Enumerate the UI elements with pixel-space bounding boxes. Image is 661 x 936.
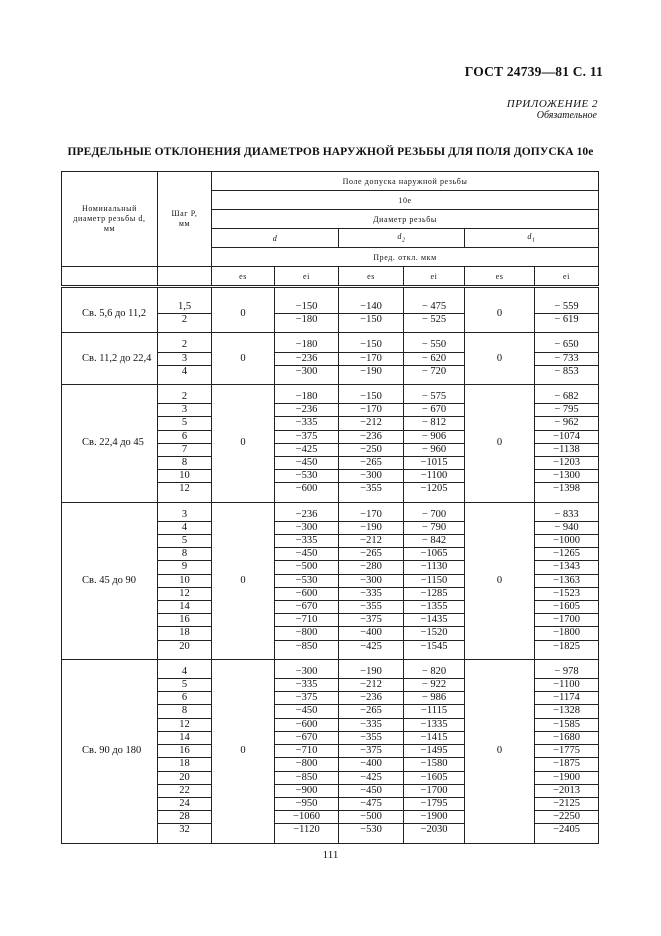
es-d2-cell: −475 [339, 797, 404, 810]
ei-d1-cell: − 650 [535, 339, 599, 352]
ei-d2-cell: −1520 [404, 627, 465, 640]
pitch-cell: 4 [158, 666, 212, 679]
spacer-cell [158, 837, 212, 844]
ei-d2-cell: −1435 [404, 614, 465, 627]
ei-d1-cell: −2250 [535, 811, 599, 824]
header-deviation-units: Пред. откл. мкм [212, 248, 599, 267]
es-d-cell: 0 [212, 339, 275, 378]
ei-d-cell: −236 [275, 509, 339, 522]
ei-d-cell: −450 [275, 457, 339, 470]
ei-d1-cell: − 733 [535, 352, 599, 365]
ei-d2-cell: −1115 [404, 705, 465, 718]
ei-d2-cell: − 960 [404, 443, 465, 456]
pitch-cell: 9 [158, 561, 212, 574]
ei-d1-cell: − 795 [535, 404, 599, 417]
pitch-cell: 10 [158, 470, 212, 483]
ei-d1-cell: −2125 [535, 797, 599, 810]
es-d2-cell: −190 [339, 365, 404, 378]
pitch-cell: 32 [158, 824, 212, 837]
ei-d-cell: −950 [275, 797, 339, 810]
ei-d-cell: −530 [275, 574, 339, 587]
table-body [62, 287, 599, 844]
spacer-cell [339, 287, 404, 302]
ei-d-cell: −180 [275, 339, 339, 352]
pitch-cell: 3 [158, 509, 212, 522]
ei-d-cell: −450 [275, 705, 339, 718]
ei-d2-cell: −1355 [404, 601, 465, 614]
ei-d-cell: −530 [275, 470, 339, 483]
ei-d2-cell: −1335 [404, 718, 465, 731]
es-d-cell: 0 [212, 301, 275, 326]
es-d-cell: 0 [212, 391, 275, 496]
ei-d1-cell: −1700 [535, 614, 599, 627]
pitch-cell: 3 [158, 352, 212, 365]
ei-d1-cell: −1363 [535, 574, 599, 587]
ei-d1-cell: −1265 [535, 548, 599, 561]
es-d2-cell: −190 [339, 521, 404, 534]
pitch-cell: 2 [158, 339, 212, 352]
es-d2-cell: −265 [339, 548, 404, 561]
header-thread-diameter: Диаметр резьбы [212, 210, 599, 229]
es-d2-cell: −170 [339, 404, 404, 417]
spacer-cell [62, 837, 158, 844]
ei-d1-cell: −2013 [535, 784, 599, 797]
ei-d2-cell: −2030 [404, 824, 465, 837]
pitch-cell: 4 [158, 365, 212, 378]
ei-d-cell: −800 [275, 627, 339, 640]
es-d1-cell: 0 [465, 666, 535, 837]
ei-d1-cell: − 978 [535, 666, 599, 679]
es-d2-cell: −170 [339, 509, 404, 522]
es-d2-cell: −355 [339, 731, 404, 744]
ei-d2-cell: − 906 [404, 430, 465, 443]
es-d2-cell: −425 [339, 771, 404, 784]
spacer-cell [535, 287, 599, 302]
header-col-es-d2: es [339, 267, 404, 287]
ei-d2-cell: −1150 [404, 574, 465, 587]
pitch-cell: 28 [158, 811, 212, 824]
ei-d2-cell: − 670 [404, 404, 465, 417]
nominal-range-cell: Св. 11,2 до 22,4 [62, 339, 158, 378]
header-col-ei-d1: ei [535, 267, 599, 287]
ei-d2-cell: − 475 [404, 301, 465, 314]
pitch-cell: 5 [158, 679, 212, 692]
ei-d-cell: −600 [275, 483, 339, 496]
ei-d2-cell: − 700 [404, 509, 465, 522]
ei-d1-cell: −1343 [535, 561, 599, 574]
es-d2-cell: −300 [339, 470, 404, 483]
ei-d2-cell: − 842 [404, 535, 465, 548]
spacer-cell [404, 837, 465, 844]
pitch-cell: 8 [158, 705, 212, 718]
ei-d-cell: −670 [275, 601, 339, 614]
pitch-cell: 2 [158, 314, 212, 327]
ei-d1-cell: − 559 [535, 301, 599, 314]
ei-d2-cell: −1100 [404, 470, 465, 483]
es-d2-cell: −400 [339, 627, 404, 640]
mandatory-label: Обязательное [536, 110, 597, 121]
table-row [62, 666, 599, 679]
es-d2-cell: −530 [339, 824, 404, 837]
es-d1-cell: 0 [465, 509, 535, 653]
ei-d-cell: −500 [275, 561, 339, 574]
pitch-cell: 12 [158, 483, 212, 496]
ei-d1-cell: −1300 [535, 470, 599, 483]
ei-d-cell: −300 [275, 365, 339, 378]
table-title: ПРЕДЕЛЬНЫЕ ОТКЛОНЕНИЯ ДИАМЕТРОВ НАРУЖНОЙ РЕЗЬБЫ ДЛЯ ПОЛЯ ДОПУСКА 10е [67, 146, 594, 158]
page-number: 111 [322, 849, 339, 861]
ei-d2-cell: − 820 [404, 666, 465, 679]
nominal-range-cell: Св. 5,6 до 11,2 [62, 301, 158, 326]
ei-d2-cell: −1205 [404, 483, 465, 496]
es-d2-cell: −335 [339, 718, 404, 731]
ei-d1-cell: −1875 [535, 758, 599, 771]
es-d2-cell: −190 [339, 666, 404, 679]
ei-d2-cell: −1015 [404, 457, 465, 470]
ei-d1-cell: −1398 [535, 483, 599, 496]
es-d-cell: 0 [212, 509, 275, 653]
pitch-cell: 8 [158, 548, 212, 561]
header-col-ei-d2: ei [404, 267, 465, 287]
pitch-cell: 4 [158, 521, 212, 534]
ei-d-cell: −375 [275, 430, 339, 443]
ei-d1-cell: −1585 [535, 718, 599, 731]
es-d2-cell: −355 [339, 601, 404, 614]
ei-d-cell: −180 [275, 391, 339, 404]
ei-d1-cell: −1523 [535, 587, 599, 600]
pitch-cell: 12 [158, 718, 212, 731]
table-row [62, 301, 599, 314]
es-d2-cell: −140 [339, 301, 404, 314]
pitch-cell: 10 [158, 574, 212, 587]
ei-d2-cell: − 986 [404, 692, 465, 705]
ei-d1-cell: −1174 [535, 692, 599, 705]
ei-d-cell: −450 [275, 548, 339, 561]
es-d2-cell: −212 [339, 535, 404, 548]
es-d1-cell: 0 [465, 301, 535, 326]
ei-d-cell: −710 [275, 614, 339, 627]
header-d1: $d_1$ [465, 229, 599, 248]
ei-d1-cell: −1825 [535, 640, 599, 653]
ei-d1-cell: − 940 [535, 521, 599, 534]
ei-d-cell: −300 [275, 666, 339, 679]
ei-d-cell: −150 [275, 301, 339, 314]
es-d2-cell: −375 [339, 745, 404, 758]
header-d: d [212, 229, 339, 248]
table-row [62, 509, 599, 522]
ei-d1-cell: −1328 [535, 705, 599, 718]
pitch-cell: 5 [158, 535, 212, 548]
es-d2-cell: −212 [339, 679, 404, 692]
es-d1-cell: 0 [465, 339, 535, 378]
ei-d1-cell: −1775 [535, 745, 599, 758]
pitch-cell: 2 [158, 391, 212, 404]
ei-d1-cell: −1100 [535, 679, 599, 692]
group-spacer-row [62, 287, 599, 302]
spacer-cell [465, 837, 535, 844]
ei-d-cell: −425 [275, 443, 339, 456]
es-d2-cell: −236 [339, 692, 404, 705]
pitch-cell: 18 [158, 758, 212, 771]
ei-d2-cell: −1605 [404, 771, 465, 784]
pitch-cell: 1,5 [158, 301, 212, 314]
ei-d2-cell: − 525 [404, 314, 465, 327]
header-col-blank-2 [158, 267, 212, 287]
pitch-cell: 5 [158, 417, 212, 430]
es-d2-cell: −375 [339, 614, 404, 627]
ei-d2-cell: −1795 [404, 797, 465, 810]
ei-d1-cell: − 619 [535, 314, 599, 327]
pitch-cell: 22 [158, 784, 212, 797]
table-row [62, 339, 599, 352]
deviation-table [61, 171, 599, 844]
ei-d2-cell: − 720 [404, 365, 465, 378]
header-col-es-d: es [212, 267, 275, 287]
ei-d-cell: −300 [275, 521, 339, 534]
ei-d1-cell: −1203 [535, 457, 599, 470]
ei-d1-cell: −1605 [535, 601, 599, 614]
spacer-cell [404, 287, 465, 302]
ei-d1-cell: −2405 [535, 824, 599, 837]
ei-d2-cell: − 812 [404, 417, 465, 430]
es-d2-cell: −500 [339, 811, 404, 824]
header-d2: $d_2$ [339, 229, 465, 248]
pitch-cell: 8 [158, 457, 212, 470]
ei-d2-cell: − 922 [404, 679, 465, 692]
ei-d-cell: −710 [275, 745, 339, 758]
pitch-cell: 14 [158, 731, 212, 744]
spacer-cell [212, 287, 275, 302]
pitch-cell: 7 [158, 443, 212, 456]
ei-d-cell: −850 [275, 640, 339, 653]
ei-d1-cell: − 682 [535, 391, 599, 404]
ei-d-cell: −335 [275, 535, 339, 548]
pitch-cell: 3 [158, 404, 212, 417]
ei-d2-cell: −1130 [404, 561, 465, 574]
spacer-cell [535, 837, 599, 844]
ei-d1-cell: −1900 [535, 771, 599, 784]
ei-d1-cell: −1138 [535, 443, 599, 456]
es-d2-cell: −300 [339, 574, 404, 587]
es-d2-cell: −150 [339, 339, 404, 352]
ei-d-cell: −180 [275, 314, 339, 327]
pitch-cell: 20 [158, 640, 212, 653]
es-d2-cell: −450 [339, 784, 404, 797]
ei-d2-cell: −1700 [404, 784, 465, 797]
table-row [62, 391, 599, 404]
ei-d1-cell: − 833 [535, 509, 599, 522]
ei-d-cell: −335 [275, 679, 339, 692]
nominal-range-cell: Св. 90 до 180 [62, 666, 158, 837]
ei-d1-cell: −1800 [535, 627, 599, 640]
pitch-cell: 24 [158, 797, 212, 810]
header-10e: 10е [212, 191, 599, 210]
pitch-cell: 18 [158, 627, 212, 640]
ei-d-cell: −800 [275, 758, 339, 771]
ei-d2-cell: −1495 [404, 745, 465, 758]
es-d2-cell: −150 [339, 314, 404, 327]
pitch-cell: 20 [158, 771, 212, 784]
spacer-cell [212, 837, 275, 844]
ei-d2-cell: −1065 [404, 548, 465, 561]
spacer-cell [275, 837, 339, 844]
ei-d-cell: −670 [275, 731, 339, 744]
es-d2-cell: −150 [339, 391, 404, 404]
ei-d2-cell: −1545 [404, 640, 465, 653]
ei-d1-cell: −1074 [535, 430, 599, 443]
header-col-blank-1 [62, 267, 158, 287]
es-d2-cell: −265 [339, 705, 404, 718]
es-d1-cell: 0 [465, 391, 535, 496]
es-d2-cell: −236 [339, 430, 404, 443]
document-header: ГОСТ 24739—81 С. 11 [464, 64, 603, 79]
es-d2-cell: −212 [339, 417, 404, 430]
group-end-row [62, 837, 599, 844]
ei-d2-cell: −1285 [404, 587, 465, 600]
ei-d1-cell: −1000 [535, 535, 599, 548]
pitch-cell: 16 [158, 614, 212, 627]
ei-d2-cell: − 790 [404, 521, 465, 534]
ei-d-cell: −1120 [275, 824, 339, 837]
ei-d1-cell: − 962 [535, 417, 599, 430]
ei-d2-cell: − 550 [404, 339, 465, 352]
es-d2-cell: −335 [339, 587, 404, 600]
spacer-cell [275, 287, 339, 302]
spacer-cell [158, 287, 212, 302]
ei-d-cell: −236 [275, 404, 339, 417]
header-nominal-diameter: Номинальный диаметр резьбы d, мм [62, 172, 158, 267]
spacer-cell [465, 287, 535, 302]
pitch-cell: 12 [158, 587, 212, 600]
ei-d2-cell: − 575 [404, 391, 465, 404]
es-d2-cell: −250 [339, 443, 404, 456]
es-d2-cell: −425 [339, 640, 404, 653]
es-d2-cell: −170 [339, 352, 404, 365]
ei-d-cell: −375 [275, 692, 339, 705]
ei-d2-cell: −1900 [404, 811, 465, 824]
header-col-es-d1: es [465, 267, 535, 287]
spacer-cell [62, 287, 158, 302]
header-col-ei-d: ei [275, 267, 339, 287]
pitch-cell: 16 [158, 745, 212, 758]
es-d2-cell: −280 [339, 561, 404, 574]
ei-d2-cell: −1415 [404, 731, 465, 744]
ei-d2-cell: − 620 [404, 352, 465, 365]
header-tolerance-field: Поле допуска наружной резьбы [212, 172, 599, 191]
es-d2-cell: −355 [339, 483, 404, 496]
nominal-range-cell: Св. 22,4 до 45 [62, 391, 158, 496]
ei-d-cell: −1060 [275, 811, 339, 824]
appendix-label: ПРИЛОЖЕНИЕ 2 [506, 98, 598, 110]
pitch-cell: 6 [158, 430, 212, 443]
es-d2-cell: −265 [339, 457, 404, 470]
ei-d-cell: −600 [275, 718, 339, 731]
ei-d-cell: −335 [275, 417, 339, 430]
ei-d-cell: −236 [275, 352, 339, 365]
ei-d-cell: −900 [275, 784, 339, 797]
spacer-cell [339, 837, 404, 844]
ei-d-cell: −600 [275, 587, 339, 600]
ei-d-cell: −850 [275, 771, 339, 784]
pitch-cell: 14 [158, 601, 212, 614]
ei-d1-cell: − 853 [535, 365, 599, 378]
es-d2-cell: −400 [339, 758, 404, 771]
ei-d2-cell: −1580 [404, 758, 465, 771]
header-pitch: Шаг P, мм [158, 172, 212, 267]
ei-d1-cell: −1680 [535, 731, 599, 744]
pitch-cell: 6 [158, 692, 212, 705]
nominal-range-cell: Св. 45 до 90 [62, 509, 158, 653]
es-d-cell: 0 [212, 666, 275, 837]
